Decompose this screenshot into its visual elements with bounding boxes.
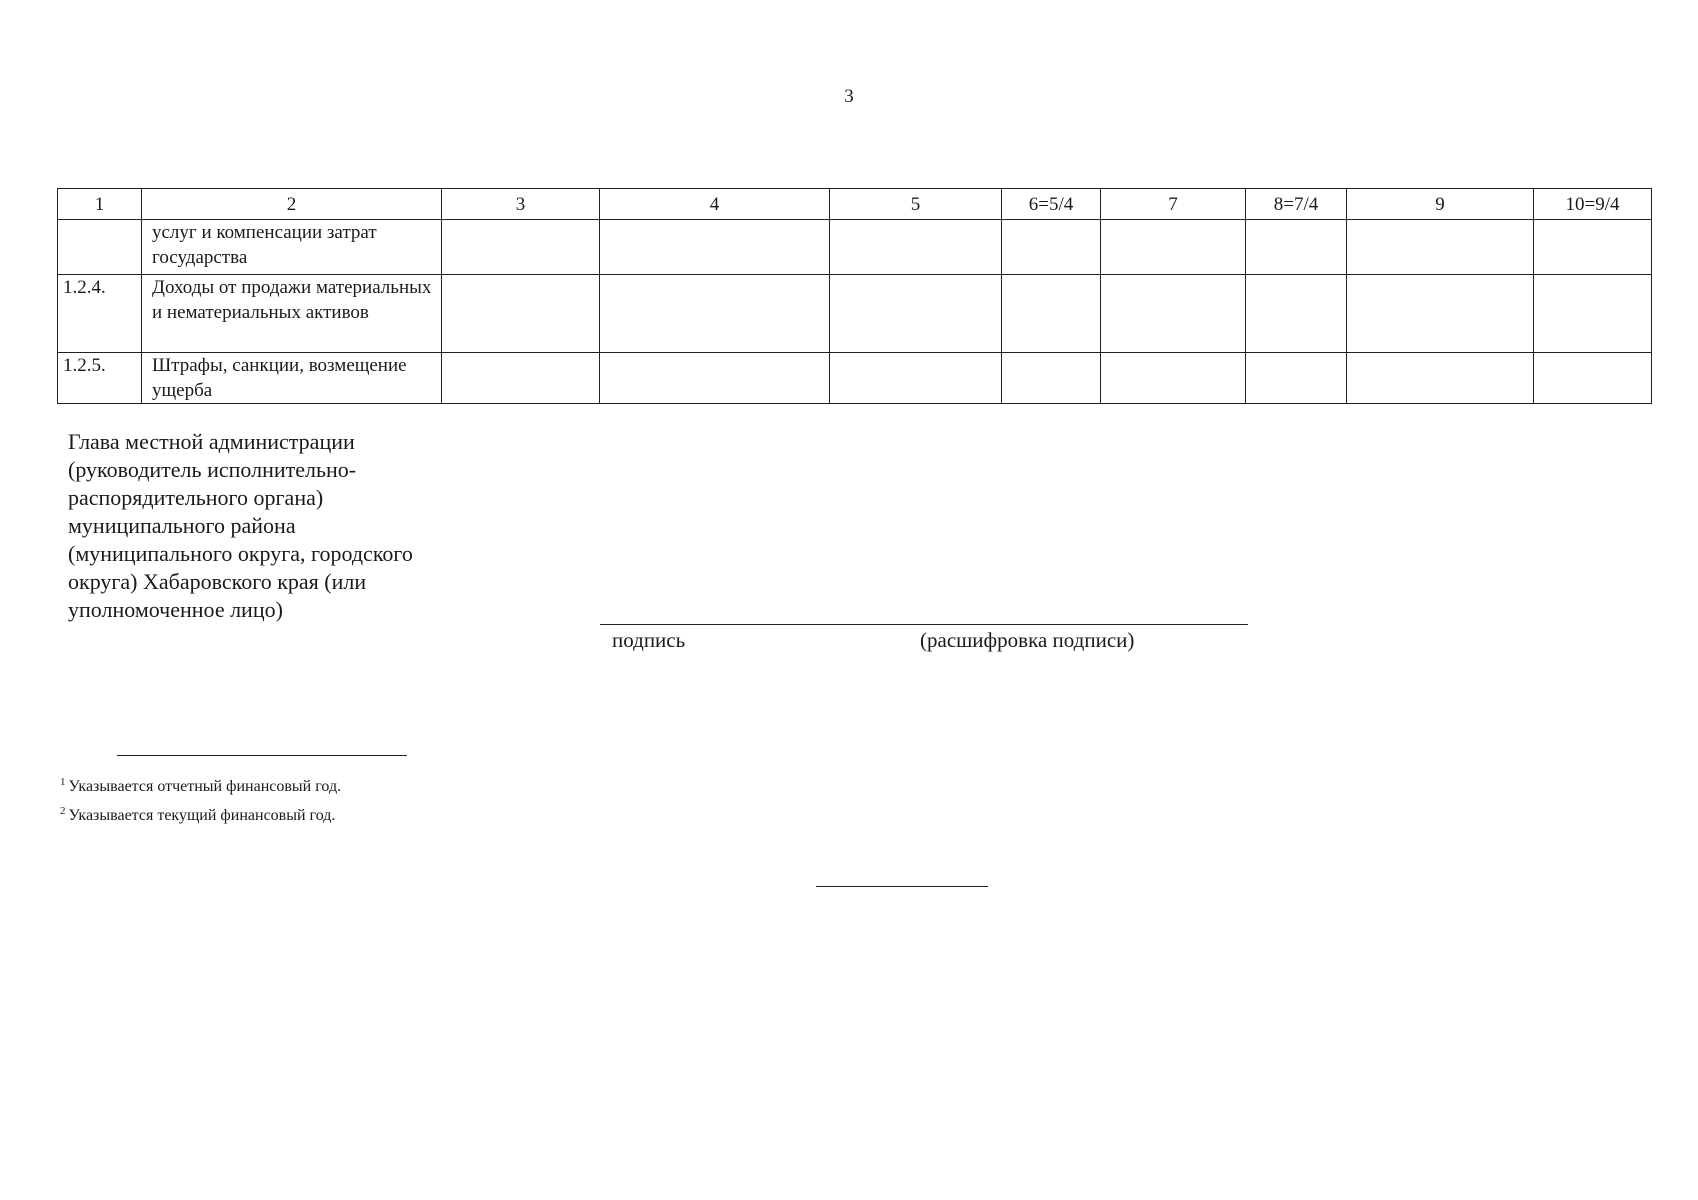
table-cell xyxy=(1002,353,1101,404)
table-cell xyxy=(830,220,1002,275)
table-cell xyxy=(1101,353,1246,404)
footnote xyxy=(60,799,341,828)
table-cell xyxy=(600,353,830,404)
column-header: 2 xyxy=(142,189,442,220)
row-code: 1.2.4. xyxy=(58,275,142,353)
column-header: 1 xyxy=(58,189,142,220)
table-row xyxy=(58,220,1652,275)
end-of-document-line xyxy=(816,886,988,887)
table-cell xyxy=(1534,353,1652,404)
table-cell xyxy=(442,220,600,275)
table-cell xyxy=(1002,275,1101,353)
table-cell xyxy=(600,275,830,353)
table-row xyxy=(58,353,1652,404)
table-cell xyxy=(442,353,600,404)
page-number: 3 xyxy=(844,86,854,107)
footnote xyxy=(60,770,341,799)
table-row xyxy=(58,275,1652,353)
signature-line xyxy=(600,624,1248,625)
table-cell xyxy=(1101,220,1246,275)
table-cell xyxy=(1347,220,1534,275)
table-cell xyxy=(1347,353,1534,404)
column-header: 4 xyxy=(600,189,830,220)
footnotes xyxy=(60,770,341,828)
table-cell xyxy=(1246,353,1347,404)
signer-position: Глава местной администрации (руководитель исполнительно-распорядительного органа) муниципального района (муниципального округа, городского округа) Хабаровского края (или уполномоченное лицо) xyxy=(68,429,413,622)
table-cell xyxy=(830,275,1002,353)
column-header: 5 xyxy=(830,189,1002,220)
table-cell xyxy=(1534,220,1652,275)
table-cell xyxy=(442,275,600,353)
table-cell xyxy=(1246,275,1347,353)
footnote-mark: 1 xyxy=(60,776,66,788)
table-cell xyxy=(1101,275,1246,353)
footnote-mark: 2 xyxy=(60,805,66,817)
row-name: услуг и компенсации затрат государства xyxy=(142,220,442,275)
signature-label: подпись xyxy=(612,628,686,652)
column-header: 10=9/4 xyxy=(1534,189,1652,220)
row-code xyxy=(58,220,142,275)
column-header: 6=5/4 xyxy=(1002,189,1101,220)
footnote-text: Указывается текущий финансовый год. xyxy=(68,807,336,824)
table-cell xyxy=(1534,275,1652,353)
table-cell xyxy=(600,220,830,275)
row-name: Штрафы, санкции, возмещение ущерба xyxy=(142,353,442,404)
table-cell xyxy=(830,353,1002,404)
footnote-separator xyxy=(117,755,407,756)
footnote-text: Указывается отчетный финансовый год. xyxy=(68,778,342,795)
table-cell xyxy=(1246,220,1347,275)
row-name: Доходы от продажи материальных и нематериальных активов xyxy=(142,275,442,353)
column-header: 3 xyxy=(442,189,600,220)
table-cell xyxy=(1347,275,1534,353)
column-header: 8=7/4 xyxy=(1246,189,1347,220)
revenue-table xyxy=(57,188,1652,404)
table-header-row xyxy=(58,189,1652,220)
signature-decode-label: (расшифровка подписи) xyxy=(920,628,1135,652)
row-code: 1.2.5. xyxy=(58,353,142,404)
table-cell xyxy=(1002,220,1101,275)
column-header: 9 xyxy=(1347,189,1534,220)
column-header: 7 xyxy=(1101,189,1246,220)
